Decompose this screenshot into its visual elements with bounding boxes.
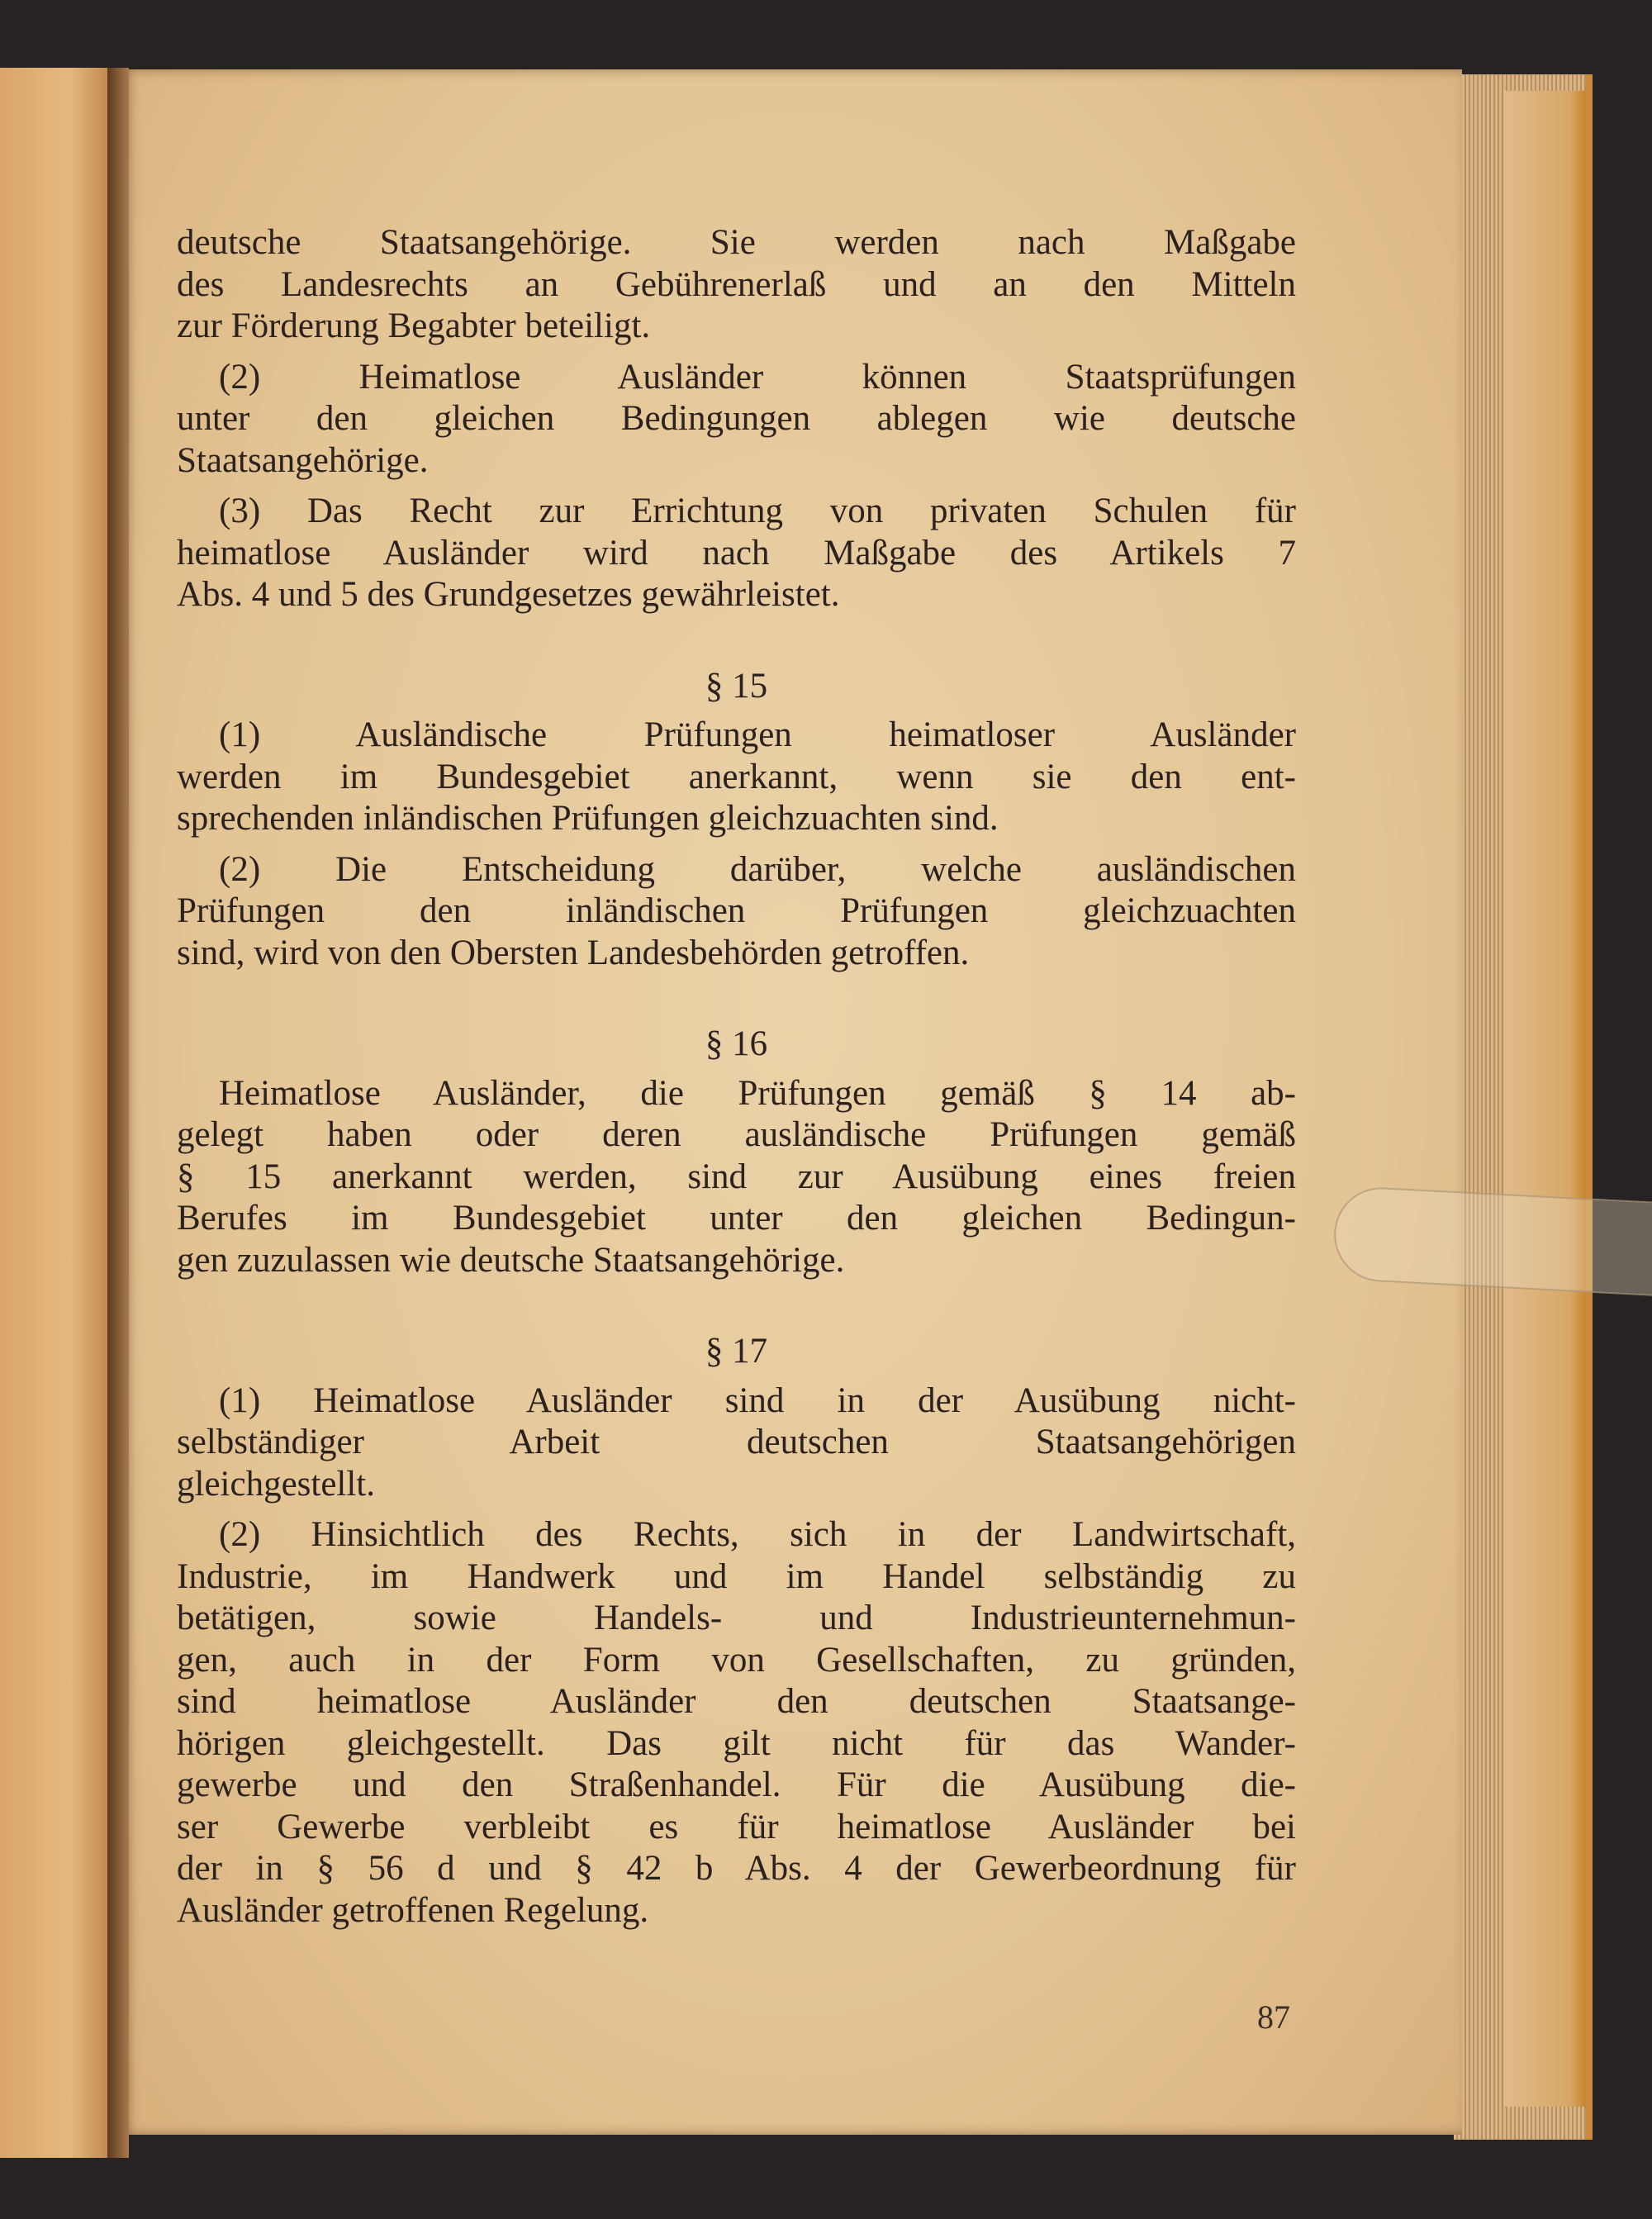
paragraph xyxy=(177,849,1296,975)
paragraph xyxy=(177,491,1296,616)
text-line: hörigen gleichgestellt. Das gilt nicht für das Wander- xyxy=(177,1723,1296,1763)
text-line: (2) Heimatlose Ausländer können Staatsprüfungen xyxy=(219,357,1296,397)
text-line: Abs. 4 und 5 des Grundgesetzes gewährleistet. xyxy=(177,575,840,614)
text-line: gewerbe und den Straßenhandel. Für die Ausübung die- xyxy=(177,1765,1296,1804)
paragraph xyxy=(177,715,1296,840)
book-gutter xyxy=(107,68,129,2158)
text-line: betätigen, sowie Handels- und Industrieunternehmun- xyxy=(177,1599,1296,1637)
section-heading: § 15 xyxy=(705,666,768,706)
text-line: deutsche Staatsangehörige. Sie werden nach Maßgabe xyxy=(177,223,1296,262)
bookmark-clip xyxy=(1332,1186,1652,1297)
text-line: gleichgestellt. xyxy=(177,1464,376,1504)
paragraph xyxy=(177,1380,1296,1506)
paragraph xyxy=(177,222,1296,348)
section-heading: § 17 xyxy=(705,1332,768,1371)
paragraph xyxy=(177,1073,1296,1282)
left-page-edge xyxy=(0,68,116,2158)
text-line: Berufes im Bundesgebiet unter den gleichen Bedingun- xyxy=(177,1199,1296,1238)
text-line: zur Förderung Begabter beteiligt. xyxy=(177,306,651,345)
text-line: sind heimatlose Ausländer den deutschen Staatsange- xyxy=(177,1682,1296,1721)
text-line: sprechenden inländischen Prüfungen gleichzuachten sind. xyxy=(177,799,999,838)
text-line: § 15 anerkannt werden, sind zur Ausübung eines freien xyxy=(177,1157,1296,1196)
text-line: des Landesrechts an Gebührenerlaß und an den Mitteln xyxy=(177,264,1296,304)
paragraph xyxy=(177,357,1296,482)
text-line: gelegt haben oder deren ausländische Prüfungen gemäß xyxy=(177,1115,1296,1154)
text-line: Prüfungen den inländischen Prüfungen gleichzuachten xyxy=(177,891,1296,930)
text-line: (3) Das Recht zur Errichtung von privaten Schulen für xyxy=(219,492,1296,530)
text-line: (1) Ausländische Prüfungen heimatloser Ausländer xyxy=(219,715,1296,754)
text-line: heimatlose Ausländer wird nach Maßgabe des Artikels 7 xyxy=(177,533,1296,573)
text-line: gen zuzulassen wie deutsche Staatsangehörige. xyxy=(177,1240,845,1280)
text-line: (2) Die Entscheidung darüber, welche ausländischen xyxy=(219,849,1296,889)
text-line: Ausländer getroffenen Regelung. xyxy=(177,1890,649,1930)
text-line: der in § 56 d und § 42 b Abs. 4 der Gewerbeordnung für xyxy=(177,1849,1296,1888)
text-line: gen, auch in der Form von Gesellschaften, zu gründen, xyxy=(177,1640,1296,1680)
text-line: Staatsangehörige. xyxy=(177,440,429,480)
text-line: Industrie, im Handwerk und im Handel selbständig zu xyxy=(177,1556,1296,1596)
page-number: 87 xyxy=(1257,1998,1290,2036)
paragraph xyxy=(177,1514,1296,1932)
text-line: selbständiger Arbeit deutschen Staatsangehörigen xyxy=(177,1423,1296,1461)
page-text xyxy=(177,222,1296,1932)
text-line: werden im Bundesgebiet anerkannt, wenn sie den ent- xyxy=(177,757,1296,796)
text-line: Heimatlose Ausländer, die Prüfungen gemäß § 14 ab- xyxy=(219,1073,1296,1113)
text-line: sind, wird von den Obersten Landesbehörden getroffen. xyxy=(177,933,970,972)
section-heading: § 16 xyxy=(705,1024,768,1063)
text-line: ser Gewerbe verbleibt es für heimatlose Ausländer bei xyxy=(177,1807,1296,1846)
text-line: unter den gleichen Bedingungen ablegen wie deutsche xyxy=(177,399,1296,438)
text-line: (1) Heimatlose Ausländer sind in der Ausübung nicht- xyxy=(219,1380,1296,1420)
back-cover-edge xyxy=(1503,91,1586,2107)
text-line: (2) Hinsichtlich des Rechts, sich in der Landwirtschaft, xyxy=(219,1515,1296,1554)
